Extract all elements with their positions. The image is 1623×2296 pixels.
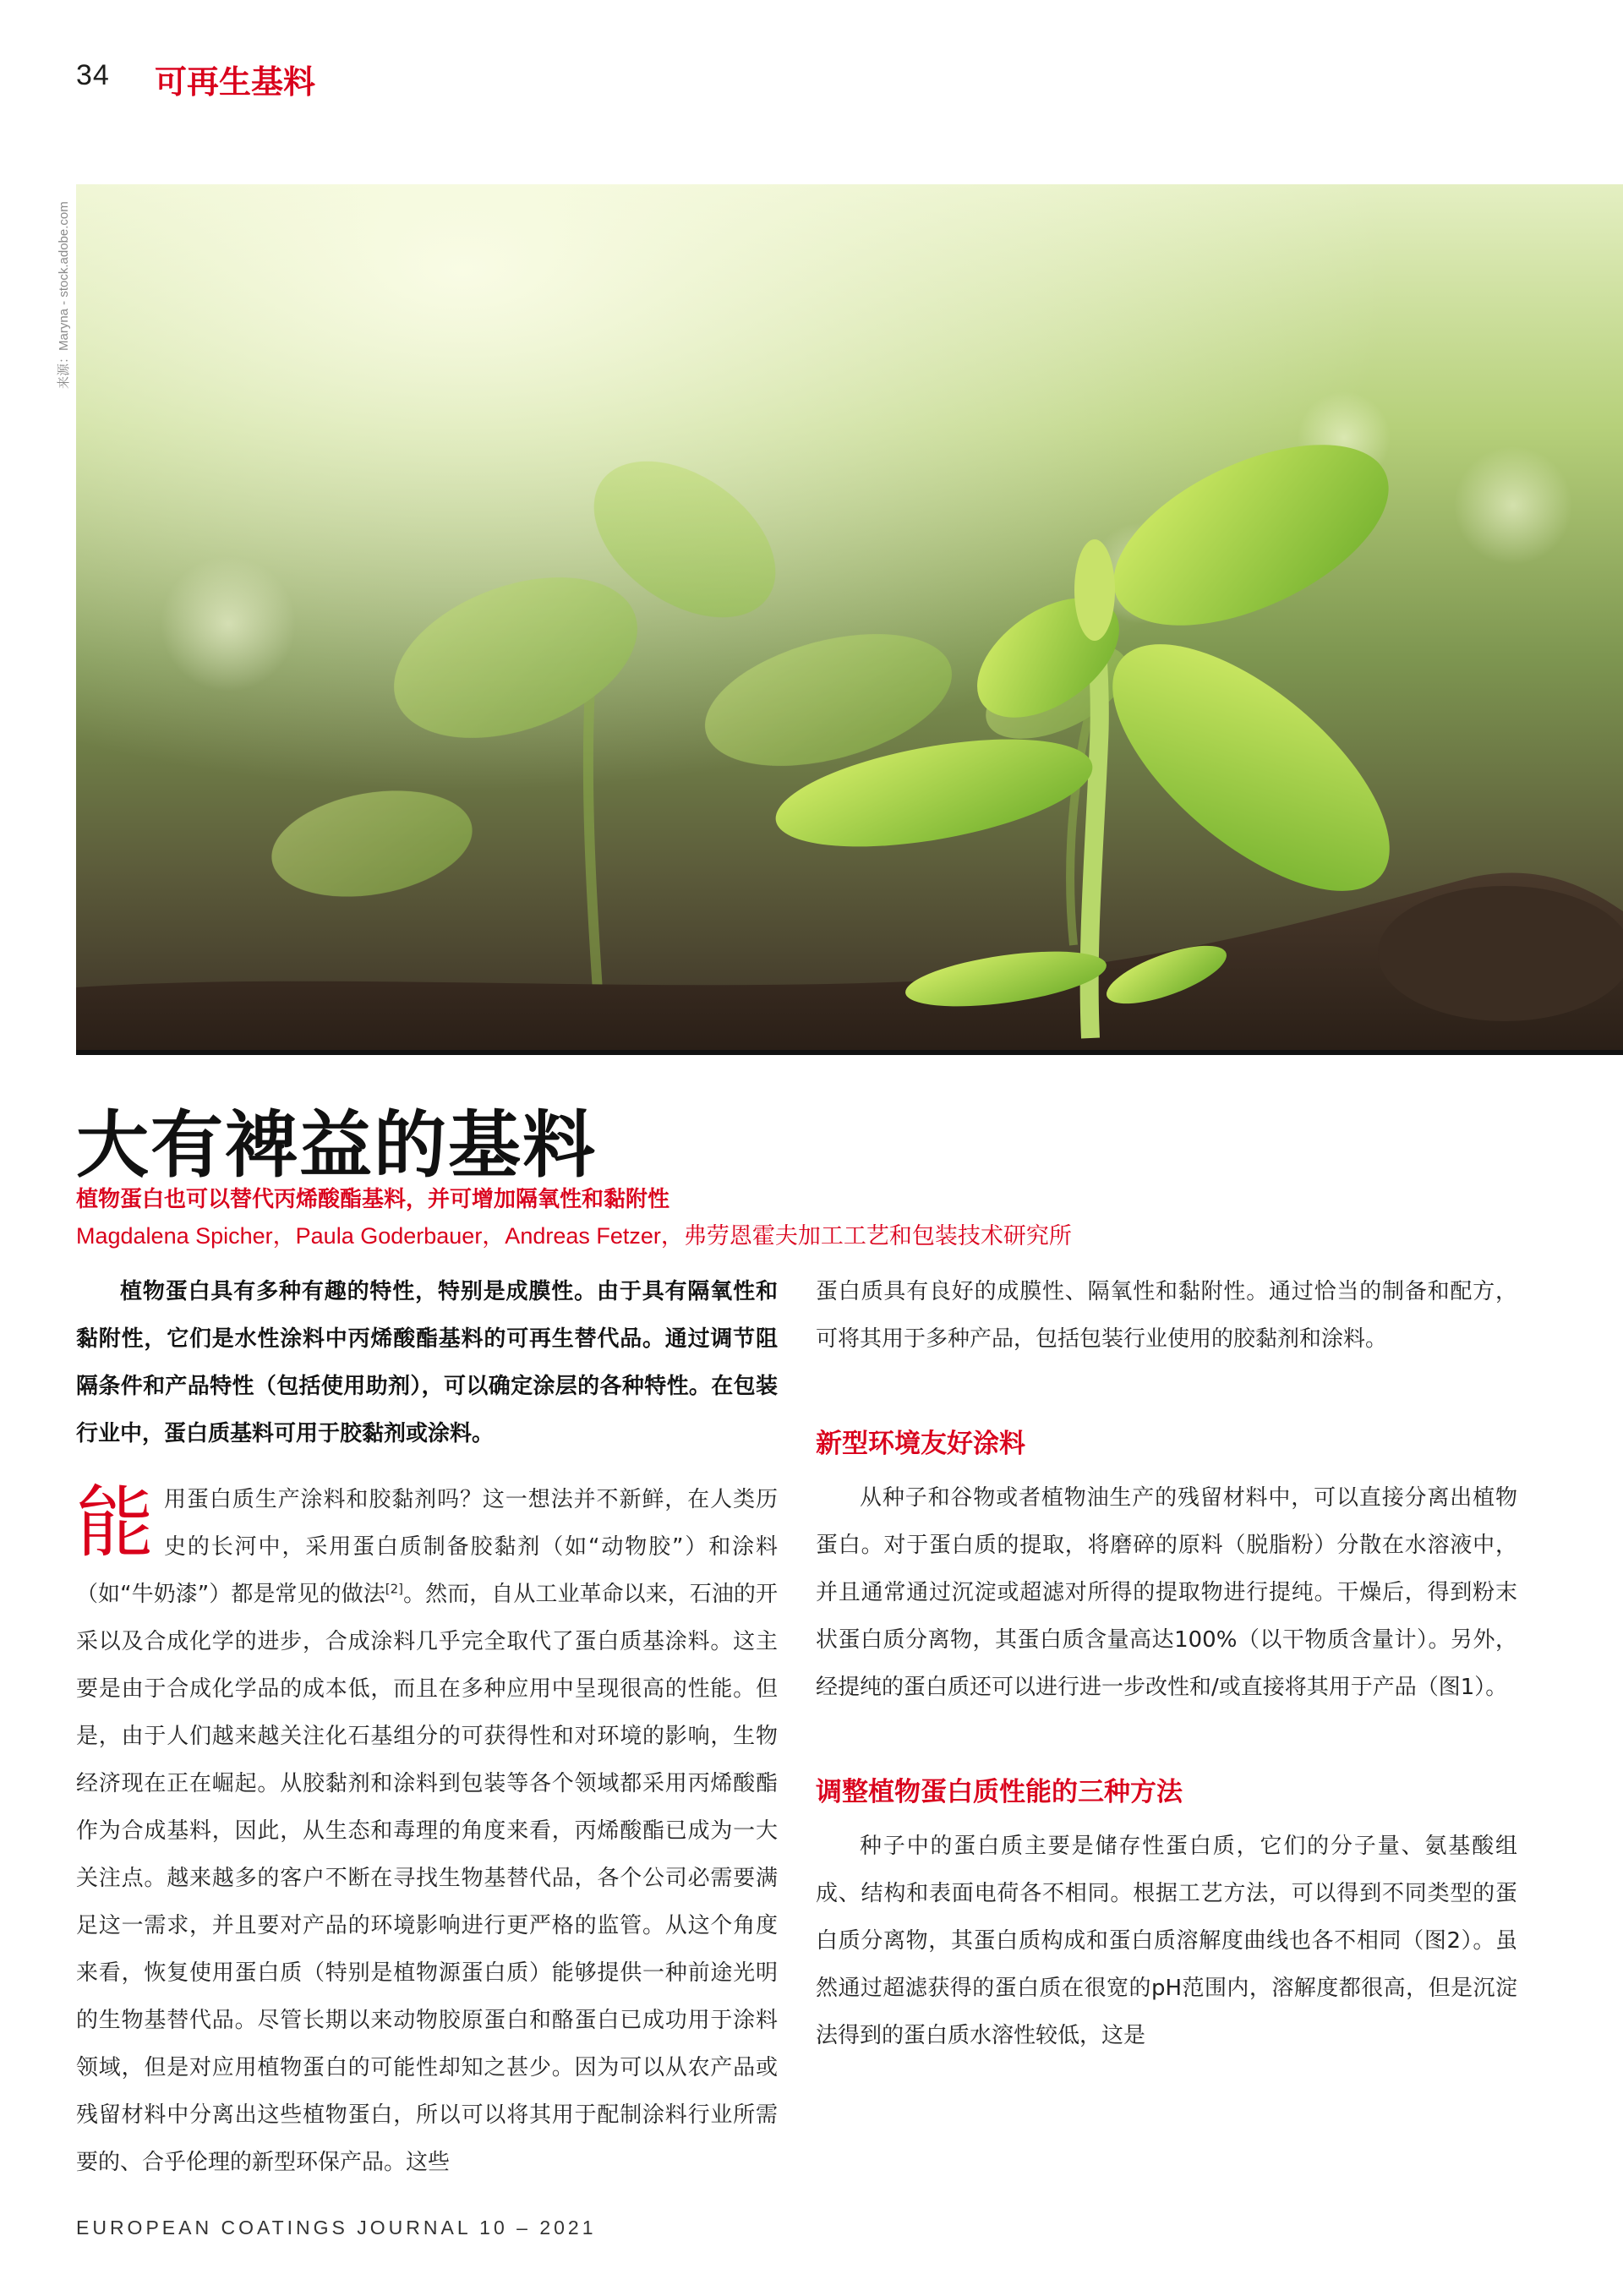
- intro-text-part1: 用蛋白质生产涂料和胶黏剂吗？这一想法并不新鲜，在人类历史的长河中，采用蛋白质制备胶黏剂（如“动物胶”）和涂料（如“牛奶漆”）都是常见的做法: [76, 1487, 778, 1607]
- article-title: 大有裨益的基料: [76, 1103, 597, 1188]
- article-authors: Magdalena Spicher，Paula Goderbauer，Andreas Fetzer，弗劳恩霍夫加工工艺和包装技术研究所: [76, 1223, 1072, 1249]
- section-label: 可再生基料: [155, 63, 316, 101]
- abstract: 植物蛋白具有多种有趣的特性，特别是成膜性。由于具有隔氧性和黏附性，它们是水性涂料中丙烯酸酯基料的可再生替代品。通过调节阻隔条件和产品特性（包括使用助剂），可以确定涂层的各种特性。在包装行业中，蛋白质基料可用于胶黏剂或涂料。: [76, 1279, 778, 1446]
- right-intro-paragraph: 蛋白质具有良好的成膜性、隔氧性和黏附性。通过恰当的制备和配方，可将其用于多种产品，包括包装行业使用的胶黏剂和涂料。: [816, 1279, 1517, 1352]
- article-subtitle: 植物蛋白也可以替代丙烯酸酯基料，并可增加隔氧性和黏附性: [76, 1187, 670, 1212]
- section1-paragraph: 从种子和谷物或者植物油生产的残留材料中，可以直接分离出植物蛋白。对于蛋白质的提取，将磨碎的原料（脱脂粉）分散在水溶液中，并且通常通过沉淀或超滤对所得的提取物进行提纯。干燥后，得到粉末状蛋白质分离物，其蛋白质含量高达100%（以干物质含量计）。另外，经提纯的蛋白质还可以进行进一步改性和/或直接将其用于产品（图1）。: [816, 1485, 1517, 1700]
- section2-heading: 调整植物蛋白质性能的三种方法: [816, 1777, 1183, 1807]
- section1-heading: 新型环境友好涂料: [816, 1429, 1025, 1459]
- section2-paragraph: 种子中的蛋白质主要是储存性蛋白质，它们的分子量、氨基酸组成、结构和表面电荷各不相同。根据工艺方法，可以得到不同类型的蛋白质分离物，其蛋白质构成和蛋白质溶解度曲线也各不相同（图2）。虽然通过超滤获得的蛋白质在很宽的pH范围内，溶解度都很高，但是沉淀法得到的蛋白质水溶性较低，这是: [816, 1834, 1517, 2048]
- hero-photo: [76, 184, 1623, 1055]
- intro-paragraph: [76, 1476, 778, 2186]
- journal-footer: EUROPEAN COATINGS JOURNAL 10 – 2021: [76, 2217, 597, 2239]
- photo-credit: 来源：Maryna - stock.adobe.com: [57, 201, 71, 389]
- page-number: 34: [76, 59, 110, 91]
- left-column: [76, 1268, 778, 2186]
- right-column: [816, 1268, 1517, 2059]
- intro-text-part2: 。然而，自从工业革命以来，石油的开采以及合成化学的进步，合成涂料几乎完全取代了蛋白质基涂料。这主要是由于合成化学品的成本低，而且在多种应用中呈现很高的性能。但是，由于人们越来越关注化石基组分的可获得性和对环境的影响，生物经济现在正在崛起。从胶黏剂和涂料到包装等各个领域都采用丙烯酸酯作为合成基料，因此，从生态和毒理的角度来看，丙烯酸酯已成为一大关注点。越来越多的客户不断在寻找生物基替代品，各个公司必需要满足这一需求，并且要对产品的环境影响进行更严格的监管。从这个角度来看，恢复使用蛋白质（特别是植物源蛋白质）能够提供一种前途光明的生物基替代品。尽管长期以来动物胶原蛋白和酪蛋白已成功用于涂料领域，但是对应用植物蛋白的可能性却知之甚少。因为可以从农产品或残留材料中分离出这些植物蛋白，所以可以将其用于配制涂料行业所需要的、合乎伦理的新型环保产品。这些: [76, 1582, 778, 2175]
- dropcap: 能: [76, 1478, 155, 1568]
- reference-marker: [2]: [385, 1581, 404, 1597]
- soybean-seedling-image: [76, 184, 1623, 1050]
